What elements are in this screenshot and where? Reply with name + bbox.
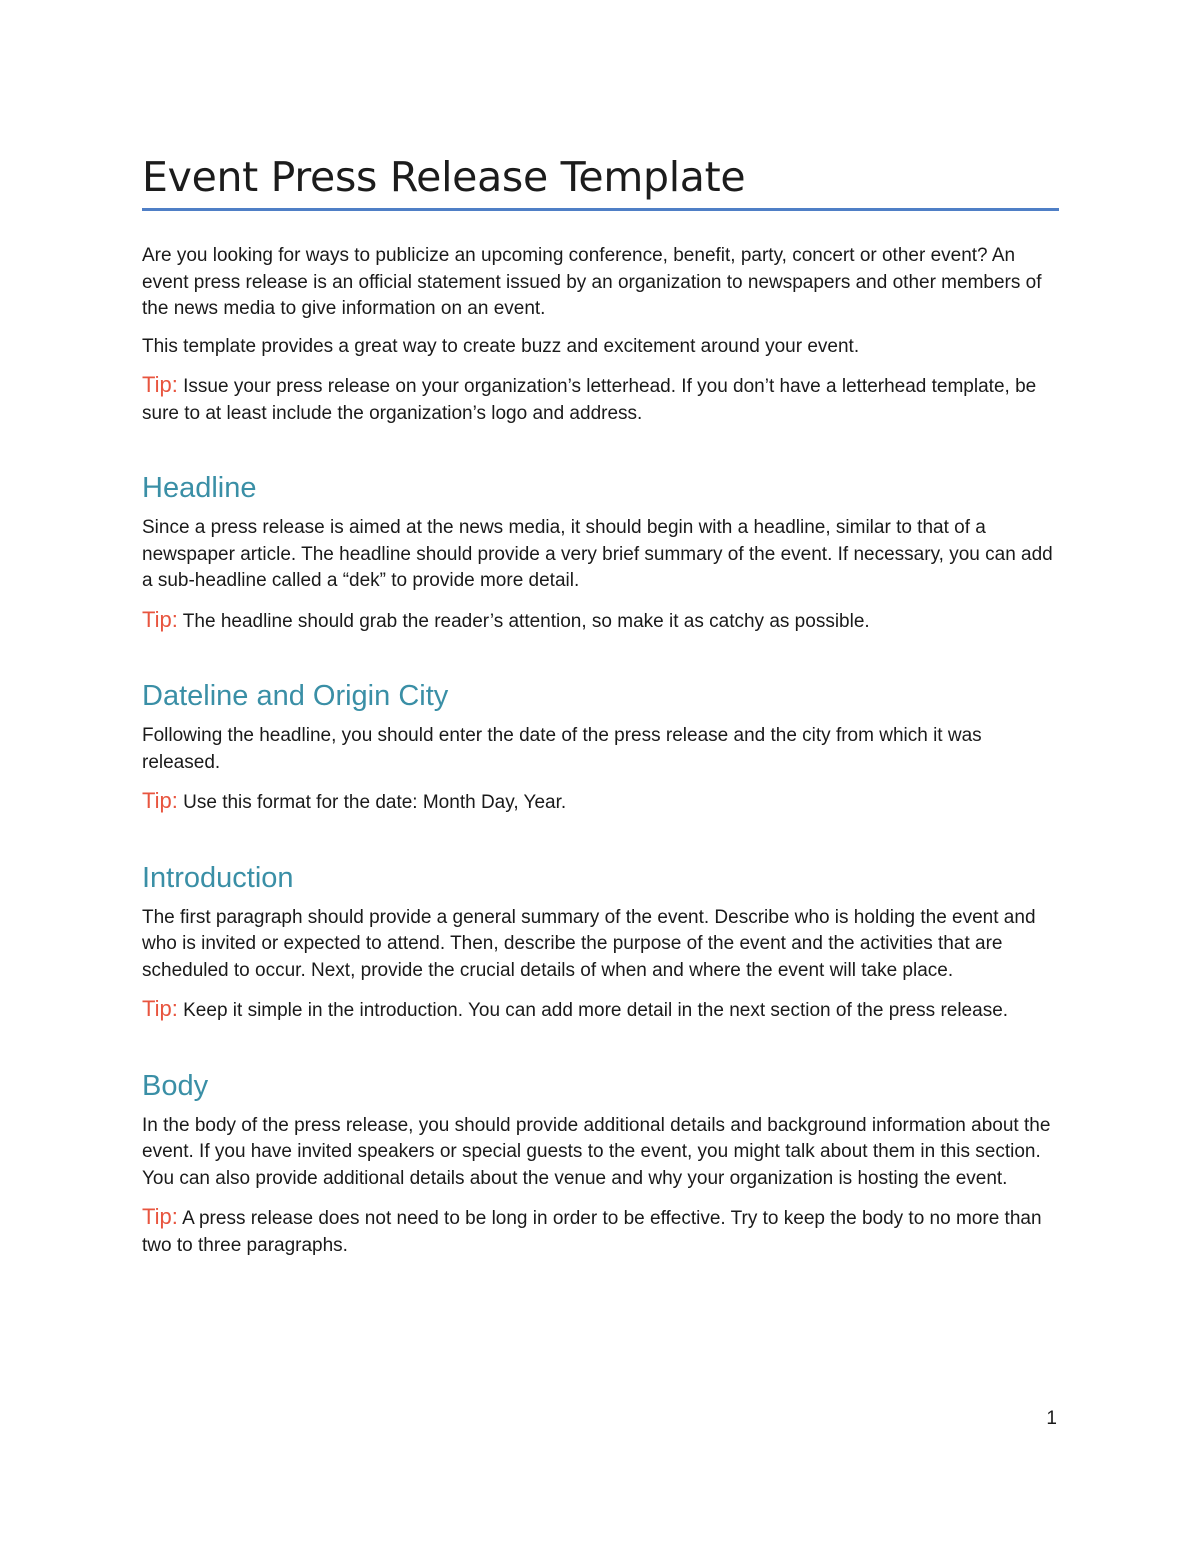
section-heading: Headline [142, 472, 257, 504]
section-introduction [142, 859, 1059, 1025]
tip-label: Tip: [142, 996, 178, 1021]
tip-text: Keep it simple in the introduction. You can add more detail in the next section of the press release. [177, 1000, 1009, 1021]
section-tip [142, 996, 1059, 1025]
section-heading: Dateline and Origin City [142, 680, 449, 712]
tip-label: Tip: [142, 606, 178, 632]
section-tip [142, 607, 1059, 636]
tip-label: Tip: [142, 372, 178, 397]
intro-tip [142, 372, 1059, 427]
document-page [142, 148, 1059, 1259]
section-headline [142, 469, 1059, 635]
section-heading: Introduction [142, 861, 294, 894]
intro-paragraph: This template provides a great way to create buzz and excitement around your event. [142, 335, 860, 357]
tip-text: Issue your press release on your organization’s letterhead. If you don’t have a letterhead template, be sure to at least include the organization’s logo and address. [142, 376, 1037, 424]
section-body: Since a press release is aimed at the news media, it should begin with a headline, similar to that of a newspaper article. The headline should provide a very brief summary of the event. If necessary, you can add a sub-headline called a “dek” to provide more detail. [142, 517, 1053, 591]
intro-paragraph: Are you looking for ways to publicize an upcoming conference, benefit, party, concert or other event? An event press release is an official statement issued by an organization to newspapers and other members of the news media to give information on an event. [142, 245, 1042, 319]
page-title: Event Press Release Template [142, 153, 746, 201]
tip-label: Tip: [142, 788, 178, 813]
section-body: Following the headline, you should enter the date of the press release and the city from which it was released. [142, 725, 982, 773]
section-dateline [142, 677, 1059, 817]
section-tip [142, 788, 1059, 817]
tip-label: Tip: [142, 1204, 178, 1229]
title-divider [142, 208, 1059, 211]
section-body: The first paragraph should provide a general summary of the event. Describe who is holding the event and who is invited or expected to attend. Then, describe the purpose of the event and the activities that are scheduled to occur. Next, provide the crucial details of when and where the event will take place. [142, 906, 1036, 981]
section-body [142, 1067, 1059, 1260]
section-tip [142, 1204, 1059, 1259]
section-body: In the body of the press release, you should provide additional details and background information about the event. If you have invited speakers or special guests to the event, you might talk about them in this section. You can also provide additional details about the venue and why your organization is hosting the event. [142, 1114, 1051, 1189]
tip-text: Use this format for the date: Month Day, Year. [177, 792, 567, 813]
tip-text: A press release does not need to be long in order to be effective. Try to keep the body to no more than two to three paragraphs. [142, 1208, 1042, 1256]
section-heading: Body [142, 1069, 209, 1102]
page-number: 1 [1046, 1408, 1057, 1429]
tip-text: The headline should grab the reader’s attention, so make it as catchy as possible. [177, 610, 870, 632]
